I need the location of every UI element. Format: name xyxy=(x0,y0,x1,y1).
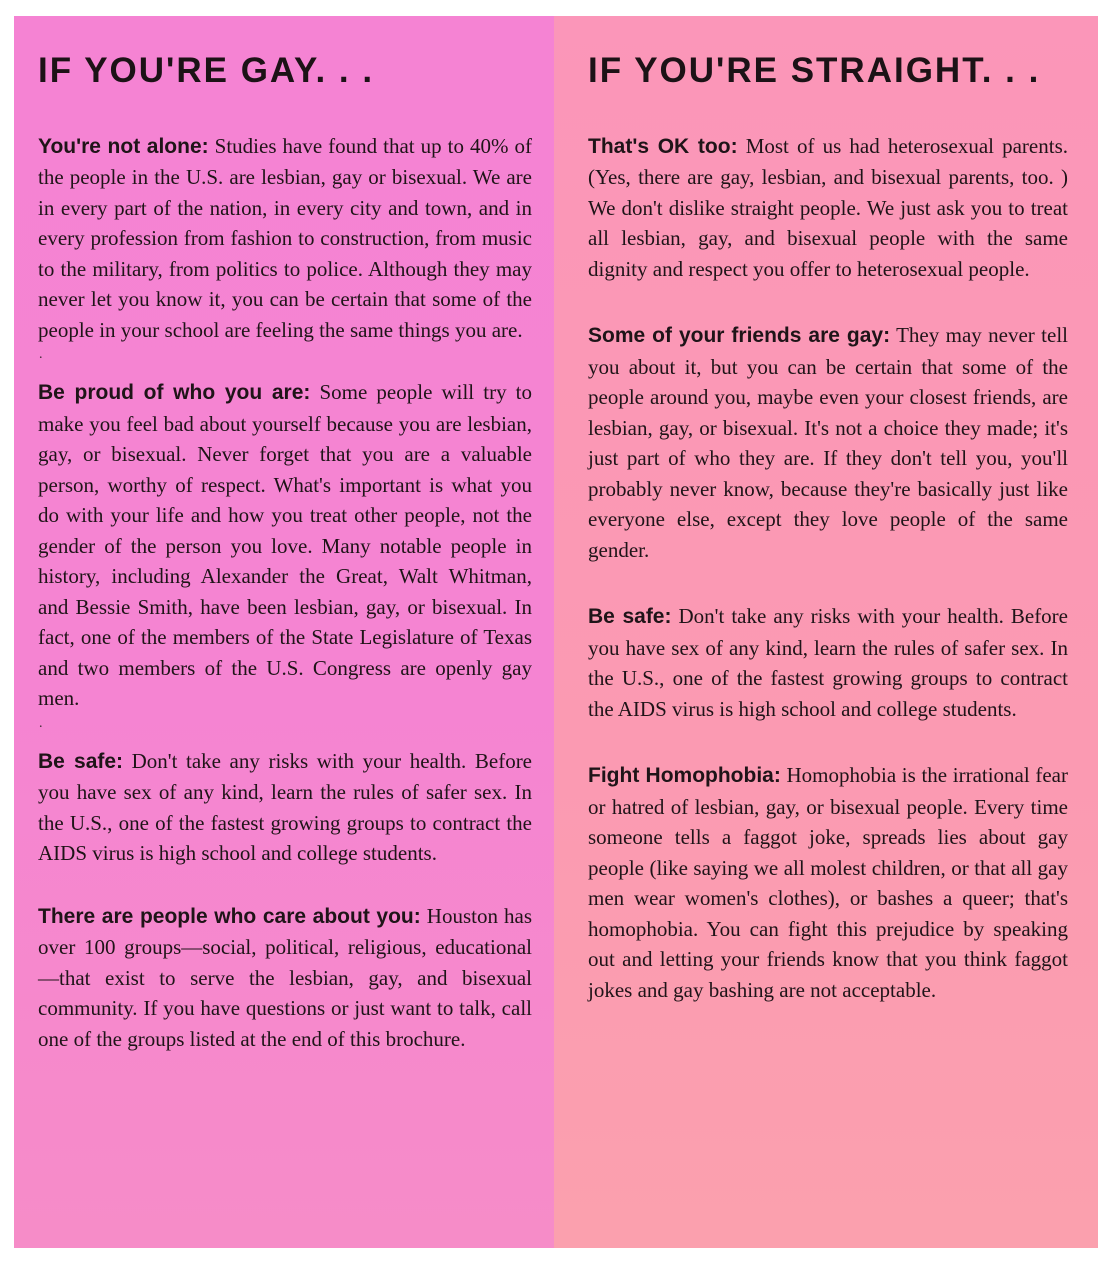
section-fight-homophobia xyxy=(588,760,1068,1005)
section-text: Houston has over 100 groups—social, political, religious, educational—that exist to serve the lesbian, gay, and bisexual community. If you have questions or just want to talk, call one of the groups listed at the end of this brochure. xyxy=(38,903,532,1051)
section-text: Don't take any risks with your health. Before you have sex of any kind, learn the rules of safer sex. In the U.S., one of the fastest growing groups to contract the AIDS virus is high school and college students. xyxy=(38,748,533,865)
brochure-spread xyxy=(14,16,1098,1248)
section-label: Be safe: xyxy=(588,605,672,628)
section-text: Studies have found that up to 40% of the people in the U.S. are lesbian, gay or bisexual. We are in every part of the nation, in every city and town, and in every profession from fashion to construction, from music to the military, from politics to police. Although they may never let you know it, you can be certain that some of the people in your school are feeling the same things you are. xyxy=(38,133,533,342)
section-be-proud xyxy=(38,377,532,714)
section-label: There are people who care about you: xyxy=(38,904,421,928)
heading-gay: IF YOU'RE GAY. . . xyxy=(38,51,375,90)
separator-dot: . xyxy=(39,715,43,731)
section-label: Some of your friends are gay: xyxy=(588,324,891,347)
panel-straight xyxy=(554,16,1098,1248)
section-label: Fight Homophobia: xyxy=(588,764,781,787)
panel-gay xyxy=(14,16,554,1248)
section-label: Be safe: xyxy=(38,749,124,773)
section-ok-too xyxy=(588,131,1068,285)
section-friends-gay xyxy=(588,320,1068,565)
section-text: Most of us had heterosexual parents. (Yes, there are gay, lesbian, and bisexual parents, too. ) We don't dislike straight people. We just ask you to treat all lesbian, gay, and bisexual people with the same dignity and respect you offer to heterosexual people. xyxy=(588,133,1068,281)
heading-straight: IF YOU'RE STRAIGHT. . . xyxy=(588,51,1041,90)
section-not-alone xyxy=(38,131,532,346)
section-people-care xyxy=(38,901,532,1055)
separator-dot: . xyxy=(39,347,43,362)
section-text: Homophobia is the irrational fear or hatred of lesbian, gay, or bisexual people. Every time someone tells a faggot joke, spreads lies about gay people (like saying we all molest children, or that all gay men wear women's clothes), or bashes a queer; that's homophobia. You can fight this prejudice by speaking out and letting your friends know that you think faggot jokes and gay bashing are not acceptable. xyxy=(588,763,1068,1002)
section-be-safe-straight xyxy=(588,601,1068,724)
section-label: Be proud of who you are: xyxy=(38,381,311,404)
section-text: Don't take any risks with your health. Before you have sex of any kind, learn the rules of safer sex. In the U.S., one of the fastest growing groups to contract the AIDS virus is high school and college students. xyxy=(588,604,1068,721)
section-label: That's OK too: xyxy=(588,134,738,158)
section-text: They may never tell you about it, but you can be certain that some of the people around you, maybe even your closest friends, are lesbian, gay, or bisexual. It's not a choice they made; it's just part of who they are. If they don't tell you, you'll probably never know, because they're basically just like everyone else, except they love people of the same gender. xyxy=(588,323,1068,562)
section-text: Some people will try to make you feel bad about yourself because you are lesbian, gay, or bisexual. Never forget that you are a valuable person, worthy of respect. What's important is what you do with your life and how you treat other people, not the gender of the person you love. Many notable people in history, including Alexander the Great, Walt Whitman, and Bessie Smith, have been lesbian, gay, or bisexual. In fact, one of the members of the State Legislature of Texas and two members of the U.S. Congress are openly gay men. xyxy=(38,380,532,710)
section-be-safe-gay xyxy=(38,746,532,869)
section-label: You're not alone: xyxy=(38,134,209,158)
